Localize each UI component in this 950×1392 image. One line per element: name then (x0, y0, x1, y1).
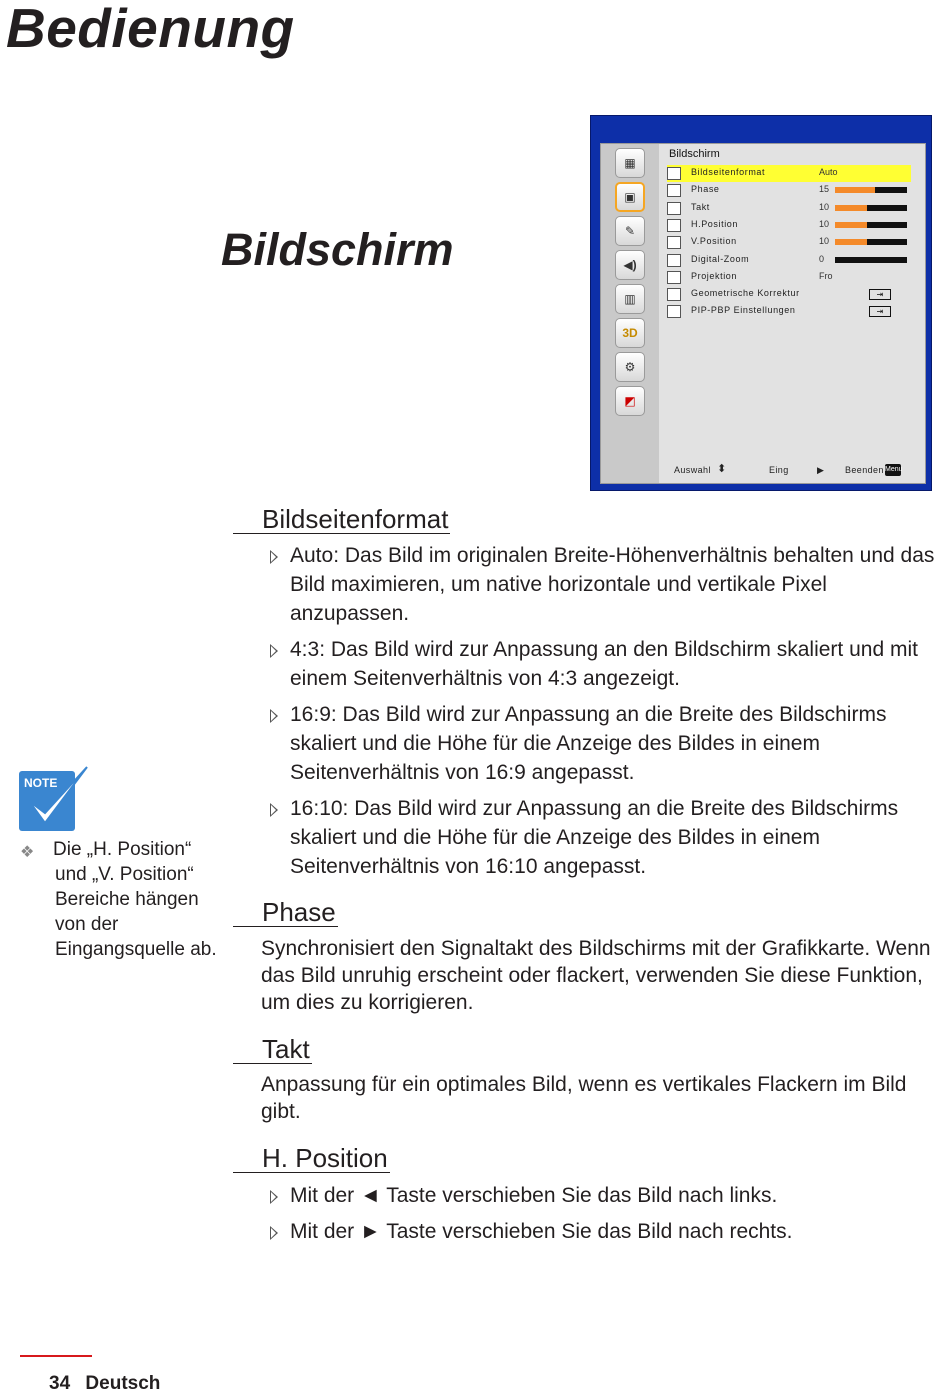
heading-h-position: H. Position (233, 1144, 390, 1173)
osd-row (667, 200, 911, 217)
osd-footer (659, 462, 925, 480)
osd-row-value: 10 (819, 201, 830, 212)
phase-text: Synchronisiert den Signaltakt des Bildschirms mit der Grafikkarte. Wenn das Bild unruhig erscheint oder flackert, verwenden Sie diese Funktion, um dies zu korrigieren. (261, 937, 931, 1014)
bullet-right: Mit der ► Taste verschieben Sie das Bild nach rechts. (270, 1217, 938, 1246)
osd-row-icon (667, 288, 681, 301)
osd-footer-select: Auswahl (674, 465, 711, 475)
arrow-bullet-icon (270, 1226, 278, 1240)
heading-takt: Takt (233, 1035, 312, 1064)
osd-row-label: Bildseitenformat (691, 167, 766, 177)
osd-row-value: Fro (819, 270, 833, 281)
osd-row-icon (667, 254, 681, 267)
osd-row (667, 182, 911, 199)
osd-sidebar (601, 144, 659, 483)
menu-key-icon: Menu (885, 464, 901, 476)
osd-row-label: Phase (691, 184, 720, 195)
heading-bildseitenformat: Bildseitenformat (233, 505, 450, 534)
osd-panel (600, 143, 926, 484)
osd-footer-enter: Eing (769, 465, 789, 475)
arrow-bullet-icon (270, 709, 278, 723)
osd-row-value: Auto (819, 167, 838, 177)
osd-row (667, 303, 911, 320)
note-label: NOTE (24, 776, 58, 790)
footer-language: Deutsch (85, 1373, 161, 1392)
osd-slider-bar (835, 205, 907, 211)
osd-row-value: 0 (819, 253, 825, 264)
section-title: Bildschirm (221, 224, 454, 275)
arrow-bullet-icon (270, 550, 278, 564)
osd-row (667, 165, 911, 182)
options-icon: ▥ (615, 284, 645, 314)
osd-footer-exit: Beenden (845, 465, 884, 475)
osd-row (667, 286, 911, 303)
page-number: 34 (49, 1373, 71, 1392)
bullet-16-10: 16:10: Das Bild wird zur Anpassung an die Breite des Bildschirms skaliert und die Höhe für die Anzeige des Bildes in einem Seitenverhältnis von 16:10 angepasst. (270, 794, 938, 881)
osd-row-icon (667, 271, 681, 284)
osd-title: Bildschirm (669, 148, 720, 160)
info-icon: ◩ (615, 386, 645, 416)
osd-slider-bar (835, 239, 907, 245)
osd-row-label: Takt (691, 201, 710, 212)
osd-row (667, 217, 911, 234)
image-icon: ▦ (615, 148, 645, 178)
osd-row-label: PIP-PBP Einstellungen (691, 305, 796, 316)
osd-slider-fill (835, 222, 867, 228)
osd-row-label: H.Position (691, 218, 739, 229)
osd-row-label: Geometrische Korrektur (691, 288, 800, 299)
osd-slider-fill (835, 239, 867, 245)
heading-phase: Phase (233, 898, 338, 927)
osd-row-icon (667, 167, 681, 180)
osd-content (659, 144, 925, 483)
osd-row (667, 269, 911, 286)
arrow-bullet-icon (270, 644, 278, 658)
arrow-bullet-icon (270, 803, 278, 817)
bullet-left: Mit der ◄ Taste verschieben Sie das Bild nach links. (270, 1181, 938, 1210)
osd-row-label: Projektion (691, 270, 738, 281)
osd-row-value: 15 (819, 184, 830, 195)
osd-slider-bar (835, 222, 907, 228)
osd-row-value: 10 (819, 218, 830, 229)
bullet-4-3: 4:3: Das Bild wird zur Anpassung an den Bildschirm skaliert und mit einem Seitenverhältnis von 4:3 angezeigt. (270, 635, 938, 693)
osd-row-icon (667, 202, 681, 215)
arrow-bullet-icon (270, 1190, 278, 1204)
osd-slider-bar (835, 187, 907, 193)
takt-text: Anpassung für ein optimales Bild, wenn es vertikales Flackern im Bild gibt. (261, 1073, 907, 1123)
up-down-icon: ⬍ (717, 463, 727, 475)
diamond-bullet-icon: ❖ (20, 844, 35, 861)
osd-row-value: 10 (819, 236, 830, 247)
osd-row-label: Digital-Zoom (691, 253, 750, 264)
network-icon: ⚙ (615, 352, 645, 382)
right-arrow-icon: ▶ (817, 465, 825, 475)
note-text: ❖ Die „H. Position“ und „V. Position“ Bereiche hängen von der Eingangsquelle ab. (20, 839, 217, 960)
bullet-auto: Auto: Das Bild im originalen Breite-Höhenverhältnis behalten und das Bild maximieren, um native horizontale und vertikale Pixel anzupassen. (270, 541, 938, 628)
osd-row (667, 234, 911, 251)
osd-row (667, 252, 911, 269)
osd-row-icon (667, 305, 681, 318)
enter-arrow-icon: ⇥ (869, 289, 891, 300)
note-checkmark-icon (19, 765, 89, 835)
footer-rule (20, 1355, 92, 1357)
osd-row-icon (667, 184, 681, 197)
osd-menu-screenshot (590, 115, 932, 491)
osd-row-label: V.Position (691, 236, 737, 247)
osd-slider-bar (835, 257, 907, 263)
bullet-16-9: 16:9: Das Bild wird zur Anpassung an die Breite des Bildschirms skaliert und die Höhe für die Anzeige des Bildes in einem Seitenverhältnis von 16:9 angepasst. (270, 700, 938, 787)
screen-icon: ▣ (615, 182, 645, 212)
osd-slider-fill (835, 205, 867, 211)
enter-arrow-icon: ⇥ (869, 306, 891, 317)
osd-slider-fill (835, 187, 875, 193)
osd-3d-label: 3D (615, 318, 645, 348)
settings-icon: ✎ (615, 216, 645, 246)
osd-row-icon (667, 236, 681, 249)
chapter-title: Bedienung (6, 0, 295, 59)
volume-icon: ◀) (615, 250, 645, 280)
page-footer (49, 1373, 170, 1392)
osd-row-icon (667, 219, 681, 232)
